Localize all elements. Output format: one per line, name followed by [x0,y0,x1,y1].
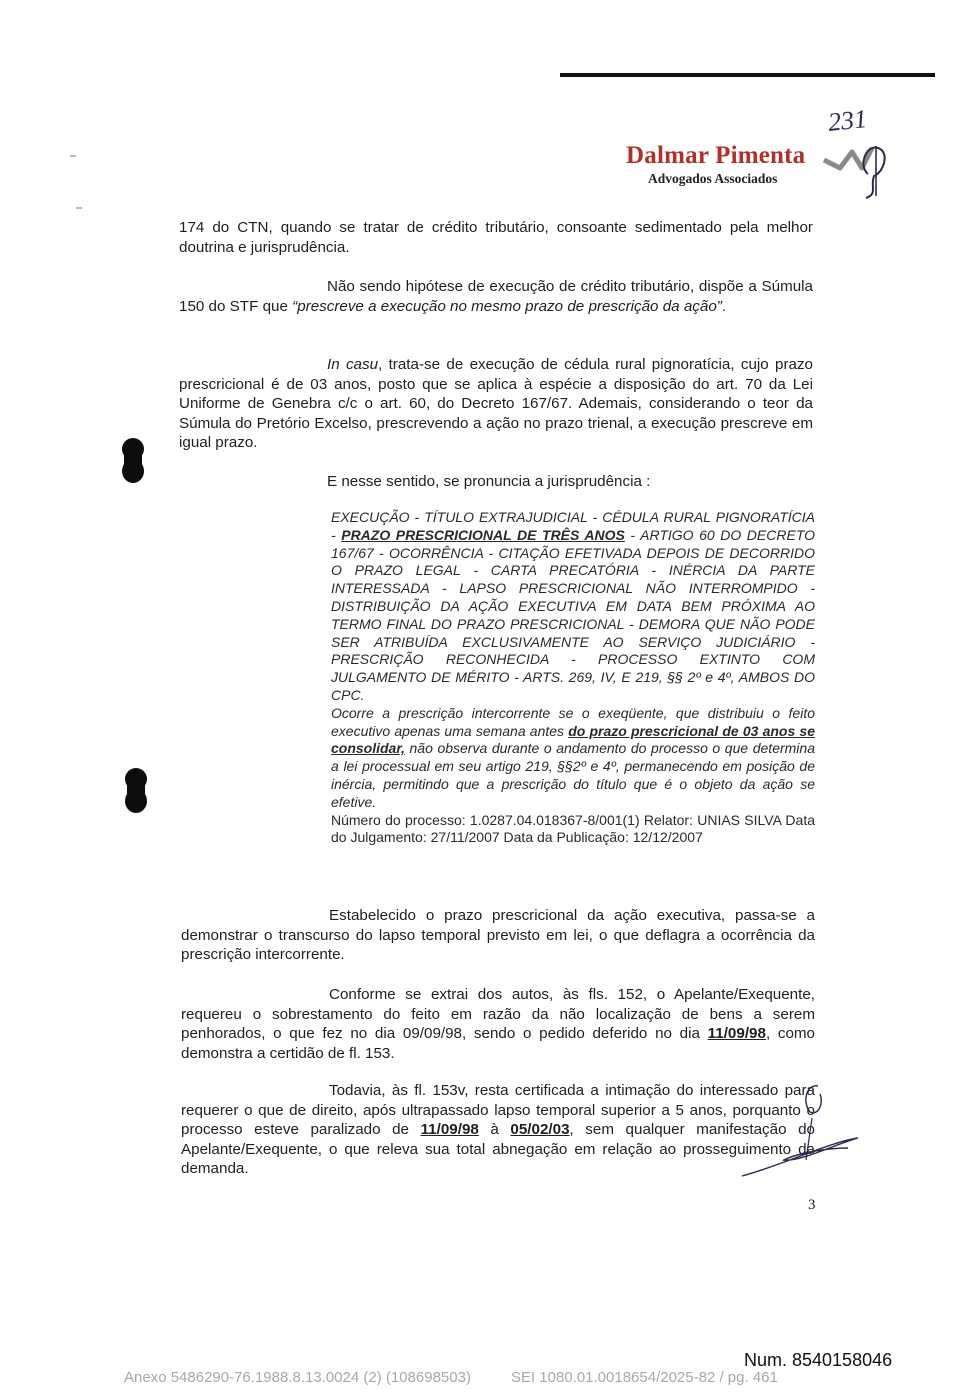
top-rule [560,73,935,77]
document-number-stamp: Num. 8540158046 [744,1350,893,1370]
folio-number: 231 [826,104,869,137]
body-highlight: do prazo prescricional de 03 anos se consolidar, [331,722,815,757]
scan-speck [70,155,76,157]
ementa-text: EXECUÇÃO - TÍTULO EXTRAJUDICIAL - CÉDULA RURAL PIGNORATÍCIA - [331,509,815,543]
page-number: 3 [808,1197,816,1213]
punch-hole-icon [120,437,146,485]
paragraph-text: , como demonstra a certidão de fl. 153. [181,1025,816,1062]
paragraph-text: 174 do CTN, quando se tratar de crédito tributário, consoante sedimentado pela melhor doutrina e jurisprudência. [179,219,813,256]
ementa [331,509,815,705]
paragraph-text: , sem qualquer manifestação do Apelante/Exequente, o que releva sua total abnegação em relação ao prosseguimento da demanda. [181,1121,815,1177]
paragraph-text: à [478,1121,511,1138]
handwritten-signature [740,1082,870,1192]
date-deferimento: 11/09/98 [707,1025,766,1042]
paragraph-text: Todavia, às fl. 153v, resta certificada a intimação do interessado para requerer o que de direito, após ultrapassado lapso temporal superior a 5 anos, porquanto o processo esteve paralizado de [181,1082,815,1138]
punch-hole-icon [123,767,149,815]
paragraph-todavia [181,1081,815,1179]
footer-annex-reference: Anexo 5486290-76.1988.8.13.0024 (2) (108698503) [124,1369,471,1386]
ementa-text: - ARTIGO 60 DO DECRETO 167/67 - OCORRÊNCIA - CITAÇÃO EFETIVADA DEPOIS DE DECORRIDO O PRAZO LEGAL - CARTA PRECATÓRIA - INÉRCIA DA PARTE INTERESSADA - LAPSO PRESCRICIONAL NÃO INTERROMPIDO - DISTRIBUIÇÃO DA AÇÃO EXECUTIVA EM DATA BEM PRÓXIMA AO TERMO FINAL DO PRAZO PRESCRICIONAL - DEMORA QUE NÃO PODE SER ATRIBUÍDA EXCLUSIVAMENTE AO SERVIÇO JUDICIÁRIO - PRESCRIÇÃO RECONHECIDA - PROCESSO EXTINTO COM JULGAMENTO DE MÉRITO - ARTS. 269, IV, E 219, §§ 2º e 4º, AMBOS DO CPC. [331,526,816,703]
paragraph-ctn [179,218,813,257]
case-metadata: Número do processo: 1.0287.04.018367-8/001(1) Relator: UNIAS SILVA Data do Julgamento: 27/11/2007 Data da Publicação: 12/12/2007 [331,811,815,846]
in-casu-term: In casu [327,356,379,373]
paragraph-sobrestamento [181,985,815,1063]
paragraph-prazo-estabelecido [181,906,815,965]
firm-subtitle: Advogados Associados [648,171,778,186]
paragraph-tail: . [721,297,727,315]
paragraph-text: Conforme se extrai dos autos, às fls. 152, o Apelante/Exequente, requereu o sobrestamento do feito em razão da não localização de bens a serem penhorados, o que fez no dia 09/09/98, sendo o pedido deferido no dia [181,986,815,1042]
paragraph-text: Estabelecido o prazo prescricional da ação executiva, passa-se a demonstrar o transcurso do lapso temporal previsto em lei, o que deflagra a ocorrência da prescrição intercorrente. [181,907,815,963]
sumula-quote: “prescreve a execução no mesmo prazo de prescrição da ação” [292,297,722,315]
footer-sei-reference: SEI 1080.01.0018654/2025-82 / pg. 461 [510,1369,778,1386]
date-end: 05/02/03 [510,1121,570,1138]
paragraph-sumula-150 [179,277,813,316]
scan-speck [76,207,82,209]
jurisprudence-quote [331,509,815,847]
firm-name: Dalmar Pimenta [626,142,806,169]
paragraph-jurisprudence-intro [179,472,813,492]
paragraph-lead: Não sendo hipótese de execução de crédito tributário, dispõe a Súmula 150 do STF que [179,278,813,315]
footer [124,1369,778,1386]
firm-logo [600,140,900,200]
date-start: 11/09/98 [420,1121,479,1138]
paragraph-text: , trata-se de execução de cédula rural pignoratícia, cujo prazo prescricional é de 03 anos, posto que se aplica à espécie a disposição do art. 70 da Lei Uniforme de Genebra c/c o art. 60, do Decreto 167/67. Ademais, considerando o teor da Súmula do Pretório Excelso, prescrevendo a ação no prazo trienal, a execução prescreve em igual prazo. [179,356,814,451]
jurisprudence-body [331,705,815,812]
firm-emblem-icon [818,138,898,200]
body-text: não observa durante o andamento do processo o que determina a lei processual em seu artigo 219, §§2º e 4º, permanecendo em posição de inércia, permitindo que a prescrição do título que é o objeto da ação se efetive. [331,740,815,810]
paragraph-in-casu [179,355,813,453]
body-text: Ocorre a prescrição intercorrente se o exeqüente, que distribuiu o feito executivo apenas uma semana antes [331,704,815,739]
paragraph-text: E nesse sentido, se pronuncia a jurisprudência : [327,473,651,490]
ementa-highlight: PRAZO PRESCRICIONAL DE TRÊS ANOS [341,526,625,543]
